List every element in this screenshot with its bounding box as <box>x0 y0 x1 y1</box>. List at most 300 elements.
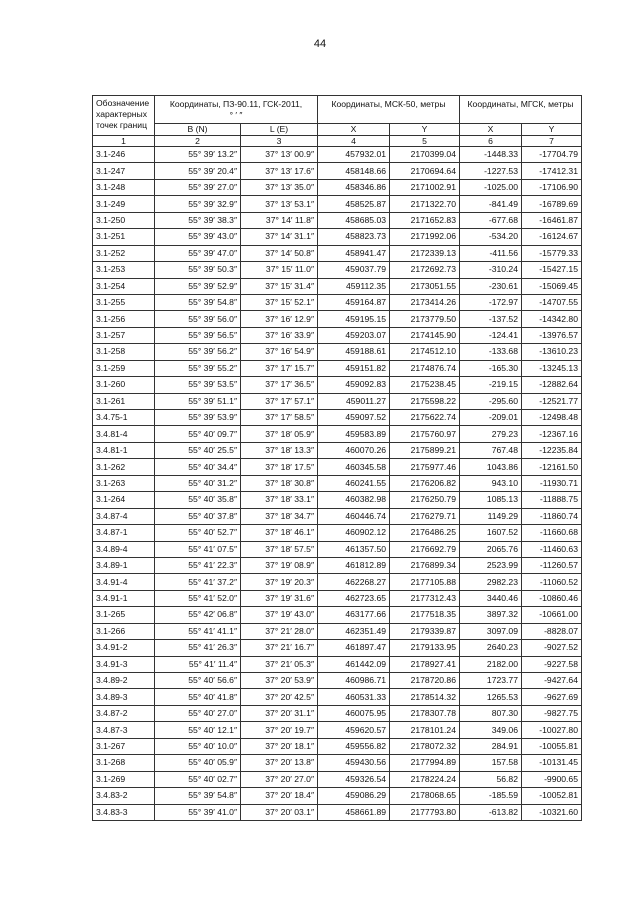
longitude-l-cell: 37° 17′ 58.5″ <box>241 410 318 426</box>
msk-x-cell: 460345.58 <box>318 459 390 475</box>
longitude-l-cell: 37° 15′ 52.1″ <box>241 294 318 310</box>
longitude-l-cell: 37° 16′ 12.9″ <box>241 311 318 327</box>
msk-x-cell: 458823.73 <box>318 229 390 245</box>
longitude-l-cell: 37° 21′ 05.3″ <box>241 656 318 672</box>
mgsk-x-cell: 2182.00 <box>460 656 522 672</box>
latitude-b-cell: 55° 40′ 34.4″ <box>155 459 241 475</box>
table-row <box>93 426 582 442</box>
column-number: 2 <box>155 135 241 147</box>
column-number-row <box>93 135 582 147</box>
mgsk-x-cell: -230.61 <box>460 278 522 294</box>
header-x-msk: X <box>318 124 390 136</box>
point-id-cell: 3.1-259 <box>93 360 155 376</box>
point-id-cell: 3.1-266 <box>93 623 155 639</box>
msk-x-cell: 462351.49 <box>318 623 390 639</box>
mgsk-x-cell: -310.24 <box>460 262 522 278</box>
msk-x-cell: 460382.98 <box>318 492 390 508</box>
msk-y-cell: 2170694.64 <box>390 163 460 179</box>
table-row <box>93 525 582 541</box>
msk-x-cell: 459430.56 <box>318 755 390 771</box>
msk-x-cell: 458685.03 <box>318 212 390 228</box>
mgsk-y-cell: -12882.64 <box>522 377 582 393</box>
column-number: 3 <box>241 135 318 147</box>
msk-x-cell: 459086.29 <box>318 788 390 804</box>
msk-x-cell: 459011.27 <box>318 393 390 409</box>
mgsk-y-cell: -16124.67 <box>522 229 582 245</box>
table-row <box>93 673 582 689</box>
point-id-cell: 3.4.87-2 <box>93 705 155 721</box>
mgsk-x-cell: -295.60 <box>460 393 522 409</box>
table-row <box>93 640 582 656</box>
mgsk-y-cell: -8828.07 <box>522 623 582 639</box>
page-number: 44 <box>313 38 327 50</box>
mgsk-x-cell: -1025.00 <box>460 179 522 195</box>
table-row <box>93 788 582 804</box>
msk-x-cell: 457932.01 <box>318 147 390 163</box>
longitude-l-cell: 37° 20′ 42.5″ <box>241 689 318 705</box>
mgsk-x-cell: 284.91 <box>460 738 522 754</box>
coordinates-table <box>92 95 582 821</box>
point-id-cell: 3.1-265 <box>93 607 155 623</box>
table-row <box>93 475 582 491</box>
msk-x-cell: 459203.07 <box>318 327 390 343</box>
latitude-b-cell: 55° 39′ 56.2″ <box>155 344 241 360</box>
table-row <box>93 147 582 163</box>
mgsk-y-cell: -9027.52 <box>522 640 582 656</box>
table-row <box>93 771 582 787</box>
latitude-b-cell: 55° 39′ 13.2″ <box>155 147 241 163</box>
header-group-mgsk: Координаты, МГСК, метры <box>460 96 582 124</box>
latitude-b-cell: 55° 41′ 22.3″ <box>155 557 241 573</box>
table-row <box>93 229 582 245</box>
mgsk-x-cell: -137.52 <box>460 311 522 327</box>
msk-y-cell: 2178101.24 <box>390 722 460 738</box>
table-row <box>93 179 582 195</box>
longitude-l-cell: 37° 18′ 57.5″ <box>241 541 318 557</box>
latitude-b-cell: 55° 39′ 50.3″ <box>155 262 241 278</box>
table-row <box>93 163 582 179</box>
longitude-l-cell: 37° 21′ 16.7″ <box>241 640 318 656</box>
header-group-msk50: Координаты, МСК-50, метры <box>318 96 460 124</box>
longitude-l-cell: 37° 20′ 13.8″ <box>241 755 318 771</box>
latitude-b-cell: 55° 39′ 47.0″ <box>155 245 241 261</box>
mgsk-x-cell: 943.10 <box>460 475 522 491</box>
latitude-b-cell: 55° 41′ 26.3″ <box>155 640 241 656</box>
msk-x-cell: 460986.71 <box>318 673 390 689</box>
mgsk-x-cell: -1448.33 <box>460 147 522 163</box>
point-id-cell: 3.4.81-4 <box>93 426 155 442</box>
mgsk-x-cell: -1227.53 <box>460 163 522 179</box>
longitude-l-cell: 37° 20′ 03.1″ <box>241 804 318 820</box>
latitude-b-cell: 55° 39′ 54.8″ <box>155 294 241 310</box>
mgsk-y-cell: -10055.81 <box>522 738 582 754</box>
table-row <box>93 705 582 721</box>
point-id-cell: 3.4.75-1 <box>93 410 155 426</box>
mgsk-x-cell: 3097.09 <box>460 623 522 639</box>
point-id-cell: 3.1-260 <box>93 377 155 393</box>
longitude-l-cell: 37° 20′ 19.7″ <box>241 722 318 738</box>
msk-y-cell: 2179339.87 <box>390 623 460 639</box>
mgsk-x-cell: -534.20 <box>460 229 522 245</box>
point-id-cell: 3.4.91-1 <box>93 590 155 606</box>
msk-x-cell: 458661.89 <box>318 804 390 820</box>
msk-x-cell: 458148.66 <box>318 163 390 179</box>
table-row <box>93 393 582 409</box>
table-row <box>93 410 582 426</box>
longitude-l-cell: 37° 14′ 31.1″ <box>241 229 318 245</box>
header-group-pz90 <box>155 96 318 124</box>
latitude-b-cell: 55° 40′ 09.7″ <box>155 426 241 442</box>
point-id-cell: 3.1-256 <box>93 311 155 327</box>
table-row <box>93 294 582 310</box>
mgsk-y-cell: -9627.69 <box>522 689 582 705</box>
latitude-b-cell: 55° 39′ 55.2″ <box>155 360 241 376</box>
point-id-cell: 3.1-248 <box>93 179 155 195</box>
mgsk-x-cell: -172.97 <box>460 294 522 310</box>
header-group-pz90-title: Координаты, ПЗ-90.11, ГСК-2011, <box>169 99 303 109</box>
msk-y-cell: 2174876.74 <box>390 360 460 376</box>
table-row <box>93 508 582 524</box>
header-l: L (E) <box>241 124 318 136</box>
mgsk-x-cell: -185.59 <box>460 788 522 804</box>
latitude-b-cell: 55° 40′ 52.7″ <box>155 525 241 541</box>
msk-x-cell: 459188.61 <box>318 344 390 360</box>
latitude-b-cell: 55° 41′ 11.4″ <box>155 656 241 672</box>
msk-y-cell: 2175238.45 <box>390 377 460 393</box>
mgsk-x-cell: -124.41 <box>460 327 522 343</box>
latitude-b-cell: 55° 39′ 51.1″ <box>155 393 241 409</box>
table-row <box>93 738 582 754</box>
point-id-cell: 3.1-254 <box>93 278 155 294</box>
longitude-l-cell: 37° 18′ 13.3″ <box>241 442 318 458</box>
msk-x-cell: 461357.50 <box>318 541 390 557</box>
longitude-l-cell: 37° 19′ 20.3″ <box>241 574 318 590</box>
latitude-b-cell: 55° 40′ 56.6″ <box>155 673 241 689</box>
latitude-b-cell: 55° 40′ 12.1″ <box>155 722 241 738</box>
mgsk-y-cell: -10027.80 <box>522 722 582 738</box>
mgsk-x-cell: 3440.46 <box>460 590 522 606</box>
latitude-b-cell: 55° 39′ 41.0″ <box>155 804 241 820</box>
msk-x-cell: 461442.09 <box>318 656 390 672</box>
point-id-cell: 3.4.81-1 <box>93 442 155 458</box>
longitude-l-cell: 37° 18′ 05.9″ <box>241 426 318 442</box>
table-row <box>93 656 582 672</box>
latitude-b-cell: 55° 41′ 41.1″ <box>155 623 241 639</box>
mgsk-y-cell: -9900.65 <box>522 771 582 787</box>
table-body <box>93 147 582 821</box>
table-row <box>93 623 582 639</box>
table-row <box>93 442 582 458</box>
table-row <box>93 722 582 738</box>
longitude-l-cell: 37° 17′ 57.1″ <box>241 393 318 409</box>
longitude-l-cell: 37° 14′ 11.8″ <box>241 212 318 228</box>
point-id-cell: 3.1-250 <box>93 212 155 228</box>
mgsk-y-cell: -9227.58 <box>522 656 582 672</box>
point-id-cell: 3.4.83-3 <box>93 804 155 820</box>
table-row <box>93 459 582 475</box>
longitude-l-cell: 37° 21′ 28.0″ <box>241 623 318 639</box>
latitude-b-cell: 55° 41′ 37.2″ <box>155 574 241 590</box>
mgsk-y-cell: -17106.90 <box>522 179 582 195</box>
msk-x-cell: 462268.27 <box>318 574 390 590</box>
header-x-mgsk: X <box>460 124 522 136</box>
msk-x-cell: 459151.82 <box>318 360 390 376</box>
table-row <box>93 311 582 327</box>
mgsk-y-cell: -11860.74 <box>522 508 582 524</box>
point-id-cell: 3.4.91-2 <box>93 640 155 656</box>
table-row <box>93 262 582 278</box>
mgsk-y-cell: -13610.23 <box>522 344 582 360</box>
longitude-l-cell: 37° 20′ 18.4″ <box>241 788 318 804</box>
point-id-cell: 3.1-264 <box>93 492 155 508</box>
latitude-b-cell: 55° 40′ 05.9″ <box>155 755 241 771</box>
mgsk-x-cell: 349.06 <box>460 722 522 738</box>
msk-y-cell: 2178927.41 <box>390 656 460 672</box>
longitude-l-cell: 37° 20′ 31.1″ <box>241 705 318 721</box>
mgsk-y-cell: -10052.81 <box>522 788 582 804</box>
msk-y-cell: 2173051.55 <box>390 278 460 294</box>
msk-x-cell: 462723.65 <box>318 590 390 606</box>
point-id-cell: 3.1-252 <box>93 245 155 261</box>
msk-x-cell: 460241.55 <box>318 475 390 491</box>
latitude-b-cell: 55° 39′ 52.9″ <box>155 278 241 294</box>
mgsk-y-cell: -15069.45 <box>522 278 582 294</box>
point-id-cell: 3.1-246 <box>93 147 155 163</box>
msk-y-cell: 2178068.65 <box>390 788 460 804</box>
latitude-b-cell: 55° 39′ 20.4″ <box>155 163 241 179</box>
point-id-cell: 3.1-255 <box>93 294 155 310</box>
msk-y-cell: 2178307.78 <box>390 705 460 721</box>
msk-y-cell: 2175598.22 <box>390 393 460 409</box>
msk-x-cell: 461812.89 <box>318 557 390 573</box>
msk-x-cell: 460446.74 <box>318 508 390 524</box>
msk-y-cell: 2173779.50 <box>390 311 460 327</box>
msk-x-cell: 459092.83 <box>318 377 390 393</box>
table-row <box>93 327 582 343</box>
mgsk-y-cell: -16461.87 <box>522 212 582 228</box>
mgsk-x-cell: -209.01 <box>460 410 522 426</box>
msk-y-cell: 2177793.80 <box>390 804 460 820</box>
msk-y-cell: 2176899.34 <box>390 557 460 573</box>
msk-x-cell: 459620.57 <box>318 722 390 738</box>
table-row <box>93 557 582 573</box>
latitude-b-cell: 55° 40′ 02.7″ <box>155 771 241 787</box>
point-id-cell: 3.1-269 <box>93 771 155 787</box>
mgsk-x-cell: 2640.23 <box>460 640 522 656</box>
latitude-b-cell: 55° 40′ 31.2″ <box>155 475 241 491</box>
msk-x-cell: 458525.87 <box>318 196 390 212</box>
point-id-cell: 3.4.83-2 <box>93 788 155 804</box>
msk-y-cell: 2175622.74 <box>390 410 460 426</box>
mgsk-y-cell: -11260.57 <box>522 557 582 573</box>
msk-y-cell: 2176692.79 <box>390 541 460 557</box>
mgsk-x-cell: 1723.77 <box>460 673 522 689</box>
longitude-l-cell: 37° 17′ 36.5″ <box>241 377 318 393</box>
msk-y-cell: 2178224.24 <box>390 771 460 787</box>
longitude-l-cell: 37° 19′ 31.6″ <box>241 590 318 606</box>
point-id-cell: 3.1-261 <box>93 393 155 409</box>
longitude-l-cell: 37° 15′ 31.4″ <box>241 278 318 294</box>
point-id-cell: 3.4.89-4 <box>93 541 155 557</box>
mgsk-x-cell: 56.82 <box>460 771 522 787</box>
longitude-l-cell: 37° 17′ 15.7″ <box>241 360 318 376</box>
longitude-l-cell: 37° 13′ 00.9″ <box>241 147 318 163</box>
latitude-b-cell: 55° 39′ 53.5″ <box>155 377 241 393</box>
mgsk-x-cell: -677.68 <box>460 212 522 228</box>
mgsk-y-cell: -12161.50 <box>522 459 582 475</box>
header-y-mgsk: Y <box>522 124 582 136</box>
point-id-cell: 3.4.89-2 <box>93 673 155 689</box>
column-number: 6 <box>460 135 522 147</box>
longitude-l-cell: 37° 19′ 43.0″ <box>241 607 318 623</box>
mgsk-y-cell: -14707.55 <box>522 294 582 310</box>
mgsk-x-cell: -613.82 <box>460 804 522 820</box>
latitude-b-cell: 55° 39′ 43.0″ <box>155 229 241 245</box>
table-row <box>93 377 582 393</box>
mgsk-y-cell: -11660.68 <box>522 525 582 541</box>
mgsk-y-cell: -16789.69 <box>522 196 582 212</box>
point-id-cell: 3.1-258 <box>93 344 155 360</box>
msk-y-cell: 2177994.89 <box>390 755 460 771</box>
msk-x-cell: 459037.79 <box>318 262 390 278</box>
table-row <box>93 344 582 360</box>
mgsk-y-cell: -17704.79 <box>522 147 582 163</box>
mgsk-y-cell: -12367.16 <box>522 426 582 442</box>
msk-y-cell: 2173414.26 <box>390 294 460 310</box>
table-row <box>93 607 582 623</box>
msk-y-cell: 2176486.25 <box>390 525 460 541</box>
point-id-cell: 3.4.87-1 <box>93 525 155 541</box>
msk-x-cell: 459583.89 <box>318 426 390 442</box>
longitude-l-cell: 37° 13′ 53.1″ <box>241 196 318 212</box>
latitude-b-cell: 55° 40′ 41.8″ <box>155 689 241 705</box>
latitude-b-cell: 55° 39′ 27.0″ <box>155 179 241 195</box>
table-row <box>93 804 582 820</box>
msk-y-cell: 2177518.35 <box>390 607 460 623</box>
mgsk-y-cell: -10321.60 <box>522 804 582 820</box>
mgsk-y-cell: -17412.31 <box>522 163 582 179</box>
latitude-b-cell: 55° 41′ 07.5″ <box>155 541 241 557</box>
msk-y-cell: 2171992.06 <box>390 229 460 245</box>
longitude-l-cell: 37° 20′ 18.1″ <box>241 738 318 754</box>
msk-x-cell: 459112.35 <box>318 278 390 294</box>
msk-y-cell: 2178072.32 <box>390 738 460 754</box>
mgsk-x-cell: -411.56 <box>460 245 522 261</box>
msk-y-cell: 2174145.90 <box>390 327 460 343</box>
table-row <box>93 360 582 376</box>
point-id-cell: 3.1-253 <box>93 262 155 278</box>
mgsk-x-cell: 2982.23 <box>460 574 522 590</box>
mgsk-x-cell: 807.30 <box>460 705 522 721</box>
msk-x-cell: 459326.54 <box>318 771 390 787</box>
msk-y-cell: 2175899.21 <box>390 442 460 458</box>
msk-y-cell: 2172339.13 <box>390 245 460 261</box>
mgsk-y-cell: -11930.71 <box>522 475 582 491</box>
mgsk-y-cell: -13245.13 <box>522 360 582 376</box>
mgsk-y-cell: -10661.00 <box>522 607 582 623</box>
mgsk-x-cell: 1043.86 <box>460 459 522 475</box>
column-number: 1 <box>93 135 155 147</box>
mgsk-y-cell: -9827.75 <box>522 705 582 721</box>
mgsk-x-cell: 1265.53 <box>460 689 522 705</box>
point-id-cell: 3.4.87-4 <box>93 508 155 524</box>
point-id-cell: 3.1-263 <box>93 475 155 491</box>
mgsk-y-cell: -11888.75 <box>522 492 582 508</box>
mgsk-x-cell: 2523.99 <box>460 557 522 573</box>
mgsk-x-cell: 279.23 <box>460 426 522 442</box>
latitude-b-cell: 55° 39′ 54.8″ <box>155 788 241 804</box>
longitude-l-cell: 37° 19′ 08.9″ <box>241 557 318 573</box>
longitude-l-cell: 37° 18′ 46.1″ <box>241 525 318 541</box>
longitude-l-cell: 37° 20′ 53.9″ <box>241 673 318 689</box>
msk-x-cell: 460070.26 <box>318 442 390 458</box>
msk-x-cell: 459164.87 <box>318 294 390 310</box>
mgsk-x-cell: 767.48 <box>460 442 522 458</box>
longitude-l-cell: 37° 16′ 33.9″ <box>241 327 318 343</box>
msk-x-cell: 459195.15 <box>318 311 390 327</box>
point-id-cell: 3.4.89-1 <box>93 557 155 573</box>
msk-y-cell: 2176250.79 <box>390 492 460 508</box>
point-id-cell: 3.1-268 <box>93 755 155 771</box>
msk-x-cell: 458346.86 <box>318 179 390 195</box>
mgsk-x-cell: -219.15 <box>460 377 522 393</box>
column-number: 4 <box>318 135 390 147</box>
mgsk-y-cell: -11460.63 <box>522 541 582 557</box>
msk-x-cell: 460075.95 <box>318 705 390 721</box>
mgsk-y-cell: -10860.46 <box>522 590 582 606</box>
latitude-b-cell: 55° 39′ 38.3″ <box>155 212 241 228</box>
point-id-cell: 3.4.87-3 <box>93 722 155 738</box>
mgsk-x-cell: -165.30 <box>460 360 522 376</box>
msk-y-cell: 2178720.86 <box>390 673 460 689</box>
longitude-l-cell: 37° 18′ 34.7″ <box>241 508 318 524</box>
msk-x-cell: 461897.47 <box>318 640 390 656</box>
longitude-l-cell: 37° 18′ 33.1″ <box>241 492 318 508</box>
longitude-l-cell: 37° 14′ 50.8″ <box>241 245 318 261</box>
longitude-l-cell: 37° 20′ 27.0″ <box>241 771 318 787</box>
point-id-cell: 3.4.91-3 <box>93 656 155 672</box>
msk-y-cell: 2178514.32 <box>390 689 460 705</box>
msk-y-cell: 2171322.70 <box>390 196 460 212</box>
longitude-l-cell: 37° 13′ 35.0″ <box>241 179 318 195</box>
latitude-b-cell: 55° 40′ 25.5″ <box>155 442 241 458</box>
mgsk-x-cell: -841.49 <box>460 196 522 212</box>
point-id-cell: 3.4.91-4 <box>93 574 155 590</box>
msk-y-cell: 2177105.88 <box>390 574 460 590</box>
msk-x-cell: 460902.12 <box>318 525 390 541</box>
msk-x-cell: 459097.52 <box>318 410 390 426</box>
mgsk-x-cell: -133.68 <box>460 344 522 360</box>
msk-y-cell: 2179133.95 <box>390 640 460 656</box>
mgsk-x-cell: 3897.32 <box>460 607 522 623</box>
msk-y-cell: 2176279.71 <box>390 508 460 524</box>
msk-y-cell: 2172692.73 <box>390 262 460 278</box>
mgsk-y-cell: -9427.64 <box>522 673 582 689</box>
point-id-cell: 3.1-267 <box>93 738 155 754</box>
mgsk-x-cell: 1607.52 <box>460 525 522 541</box>
msk-y-cell: 2171652.83 <box>390 212 460 228</box>
header-y-msk: Y <box>390 124 460 136</box>
longitude-l-cell: 37° 18′ 17.5″ <box>241 459 318 475</box>
mgsk-y-cell: -12498.48 <box>522 410 582 426</box>
mgsk-y-cell: -11060.52 <box>522 574 582 590</box>
mgsk-x-cell: 157.58 <box>460 755 522 771</box>
msk-x-cell: 459556.82 <box>318 738 390 754</box>
latitude-b-cell: 55° 40′ 35.8″ <box>155 492 241 508</box>
msk-x-cell: 463177.66 <box>318 607 390 623</box>
latitude-b-cell: 55° 39′ 56.5″ <box>155 327 241 343</box>
mgsk-y-cell: -15779.33 <box>522 245 582 261</box>
